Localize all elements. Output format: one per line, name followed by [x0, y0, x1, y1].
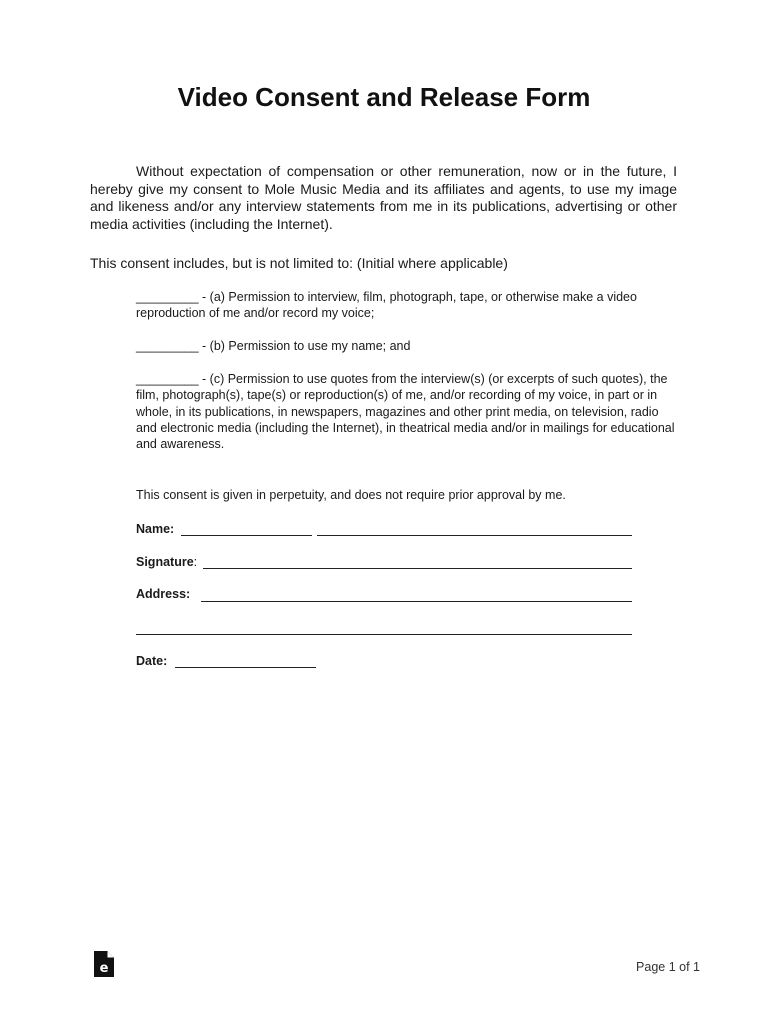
signature-label-colon: : — [193, 555, 198, 569]
name-line-first[interactable] — [181, 535, 312, 536]
date-label: Date: — [136, 654, 168, 668]
signature-label-text: Signature — [136, 555, 194, 569]
name-label: Name: — [136, 522, 175, 536]
signature-line[interactable] — [203, 568, 632, 569]
intro-paragraph: Without expectation of compensation or other remuneration, now or in the future, I hereby give my consent to Mole Music Media and its affiliates and agents, to use my image and likeness and/or any interview statements from me in its publications, advertising or other media activities (including the Internet). — [90, 163, 677, 232]
eforms-logo-icon — [94, 951, 114, 977]
document-title: Video Consent and Release Form — [177, 82, 591, 112]
permission-item-a: _________ - (a) Permission to interview, film, photograph, tape, or otherwise make a video reproduction of me and/or record my voice; — [136, 290, 637, 321]
name-line-second[interactable] — [317, 535, 632, 536]
address-line-second[interactable] — [136, 634, 632, 635]
consent-includes-text: This consent includes, but is not limited to: (Initial where applicable) — [90, 255, 508, 271]
signature-label — [136, 554, 197, 570]
permission-item-c: _________ - (c) Permission to use quotes from the interview(s) (or excerpts of such quotes), the film, photograph(s), tape(s) or reproduction(s) of me, and/or recording of my voice, in part or in whole, in its publications, in newspapers, magazines and other print media, on television, radio and electronic media (including the Internet), in theatrical media and/or in mailings for educational and awareness. — [136, 372, 675, 452]
address-label: Address: — [136, 587, 191, 601]
address-line-first[interactable] — [201, 601, 632, 602]
date-line[interactable] — [175, 667, 316, 668]
permission-item-b: _________ - (b) Permission to use my name; and — [136, 339, 411, 353]
perpetuity-statement: This consent is given in perpetuity, and does not require prior approval by me. — [136, 488, 566, 502]
svg-text:e: e — [99, 961, 109, 976]
page-number: Page 1 of 1 — [636, 960, 700, 974]
